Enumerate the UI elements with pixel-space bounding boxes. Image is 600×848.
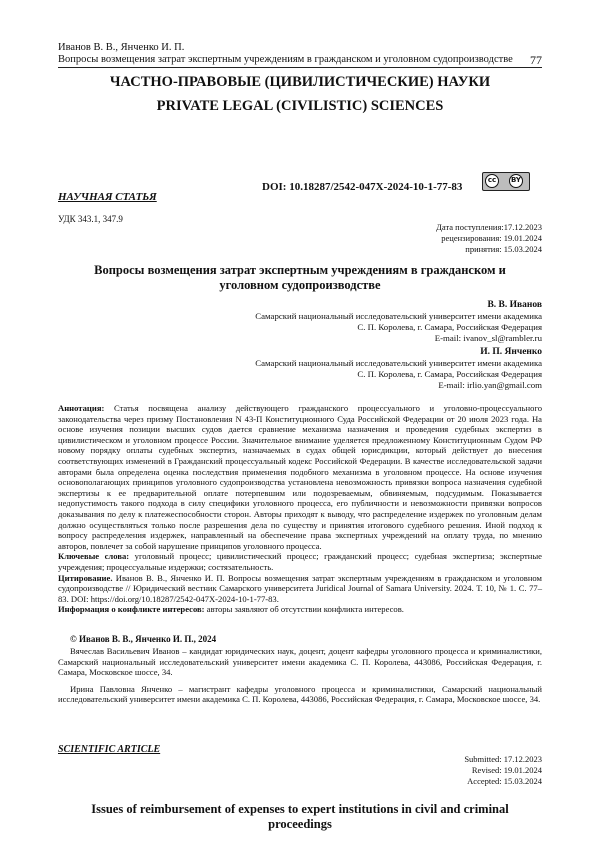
date-accepted-en: Accepted: 15.03.2024 <box>467 776 542 786</box>
author-affiliation: С. П. Королева, г. Самара, Российская Федерация <box>357 322 542 332</box>
author-name: В. В. Иванов <box>487 300 542 310</box>
conflict-paragraph <box>58 604 542 615</box>
author-email[interactable]: E-mail: irlio.yan@gmail.com <box>438 380 542 390</box>
by-person-icon: BY <box>509 174 523 188</box>
date-submitted: Submitted: 17.12.2023 <box>464 754 542 764</box>
date-reviewed: рецензирования: 19.01.2024 <box>441 233 542 243</box>
conflict-label: Информация о конфликте интересов: <box>58 604 205 615</box>
author-affiliation: Самарский национальный исследовательский университет имени академика <box>255 358 542 368</box>
citation-label: Цитирование. <box>58 572 113 583</box>
page-number: 77 <box>530 53 542 67</box>
cc-circle-icon: cc <box>485 174 499 188</box>
header-rule <box>58 67 542 68</box>
author-block <box>142 300 542 344</box>
article-type-en: SCIENTIFIC ARTICLE <box>58 744 161 755</box>
date-accepted: принятия: 15.03.2024 <box>465 244 542 254</box>
author-name: И. П. Янченко <box>480 347 542 357</box>
author-block <box>142 347 542 391</box>
keywords-text: уголовный процесс; цивилистический процесс; гражданский процесс; судебная экспертиза; экспертные учреждения; процессуальные издержки; состязательность. <box>58 551 542 572</box>
author-email[interactable]: E-mail: ivanov_sl@rambler.ru <box>434 333 542 343</box>
abstract-text: Статья посвящена анализу действующего гражданского процессуального и уголовно-процессуального законодательства через призму Постановления N 43-П Конституционного Суда Российской Федерации от 20 июля 2023 года. На основе изучения позиции высших судов дается сравнение механизма назначения и проведения судебных экспертиз в цивилистическом и уголовном процессе России. Значительное внимание уделяется предложенному Конституционным Судом РФ новому порядку оплаты судебных экспертиз, назначаемых в судах общей юрисдикции, который действует до внесения соответствующих изменений в Гражданский процессуальный кодекс Российской Федерации. В качестве исследовательской задачи авторами была определена оценка последствия применения подобного механизма в уголовном процессе. На основе изучения основополагающих принципов уголовного судопроизводства установлена невозможность привязки вопроса назначения судебной экспертизы к ее предварительной оплате потерпевшим или подозреваемым, обвиняемым, подсудимым. Показывается недопустимость такого подхода в силу специфики уголовного процесса, его публичности и невозможности привязки вопросов доказывания по делу к платежеспособности сторон. Авторы приходят к выводу, что распределение издержек по уголовным делам должно осуществляться только после разрешения дела по существу и принятия итогового судебного решения. Иной подход к вопросу распределения издержек, направленный на обеспечение права экспертных учреждений на оплату труда, по мнению авторов, повлечет за собой нарушение принципов уголовного процесса. <box>58 403 542 551</box>
article-title-ru: Вопросы возмещения затрат экспертным учреждениям в гражданском и уголовном судопроизводстве <box>94 263 506 292</box>
abstract-paragraph <box>58 403 542 551</box>
author-affiliation: Самарский национальный исследовательский университет имени академика <box>255 311 542 321</box>
author-affiliation: С. П. Королева, г. Самара, Российская Федерация <box>357 369 542 379</box>
author-bios <box>58 646 542 705</box>
copyright-notice: © Иванов В. В., Янченко И. П., 2024 <box>70 634 217 644</box>
cc-by-license-icon[interactable] <box>482 172 530 191</box>
article-dates-ru <box>302 222 542 255</box>
date-received: Дата поступления:17.12.2023 <box>436 222 542 232</box>
citation-paragraph <box>58 573 542 605</box>
date-revised: Revised: 19.01.2024 <box>471 765 542 775</box>
author-bio: Ирина Павловна Янченко – магистрант кафедры уголовного процесса и криминалистики, Самарский национальный исследовательский университет имени академика С. П. Королева, 443086, Российская Федерация, г. Самара, Московское шоссе, 34. <box>58 683 542 705</box>
abstract-block <box>58 403 542 615</box>
running-head <box>58 42 542 66</box>
conflict-text: авторы заявляют об отсутствии конфликта интересов. <box>204 604 404 615</box>
author-bio: Вячеслав Васильевич Иванов – кандидат юридических наук, доцент, доцент кафедры уголовного процесса и криминалистики, Самарский национальный исследовательский университет имени академика С. П. Королева, 443086, Российская Федерация, г. Самара, Московское шоссе, 34. <box>58 646 542 678</box>
section-title-en: PRIVATE LEGAL (CIVILISTIC) SCIENCES <box>156 98 444 114</box>
article-type-ru: НАУЧНАЯ СТАТЬЯ <box>58 191 157 203</box>
article-title-en: Issues of reimbursement of expenses to expert institutions in civil and criminal proceedings <box>91 802 509 831</box>
doi-link[interactable]: DOI: 10.18287/2542-047X-2024-10-1-77-83 <box>262 181 463 193</box>
citation-text: Иванов В. В., Янченко И. П. Вопросы возмещения затрат экспертным учреждениям в гражданском и уголовном судопроизводстве // Юридический вестник Самарского университета Juridical Journal of Samara University. 2024. Т. 10, № 1. С. 77–83. DOI: https://doi.org/10.18287/2542-047X-2024-10-1-77-83. <box>58 572 542 604</box>
article-dates-en <box>302 754 542 787</box>
running-head-title: Вопросы возмещения затрат экспертным учреждениям в гражданском и уголовном судопроизводстве <box>58 54 513 65</box>
abstract-label: Аннотация: <box>58 403 105 413</box>
keywords-label: Ключевые слова: <box>58 551 130 562</box>
udc-code: УДК 343.1, 347.9 <box>58 214 123 224</box>
running-head-authors: Иванов В. В., Янченко И. П. <box>58 42 185 53</box>
keywords-paragraph <box>58 551 542 572</box>
section-title-ru: ЧАСТНО-ПРАВОВЫЕ (ЦИВИЛИСТИЧЕСКИЕ) НАУКИ <box>109 74 491 90</box>
